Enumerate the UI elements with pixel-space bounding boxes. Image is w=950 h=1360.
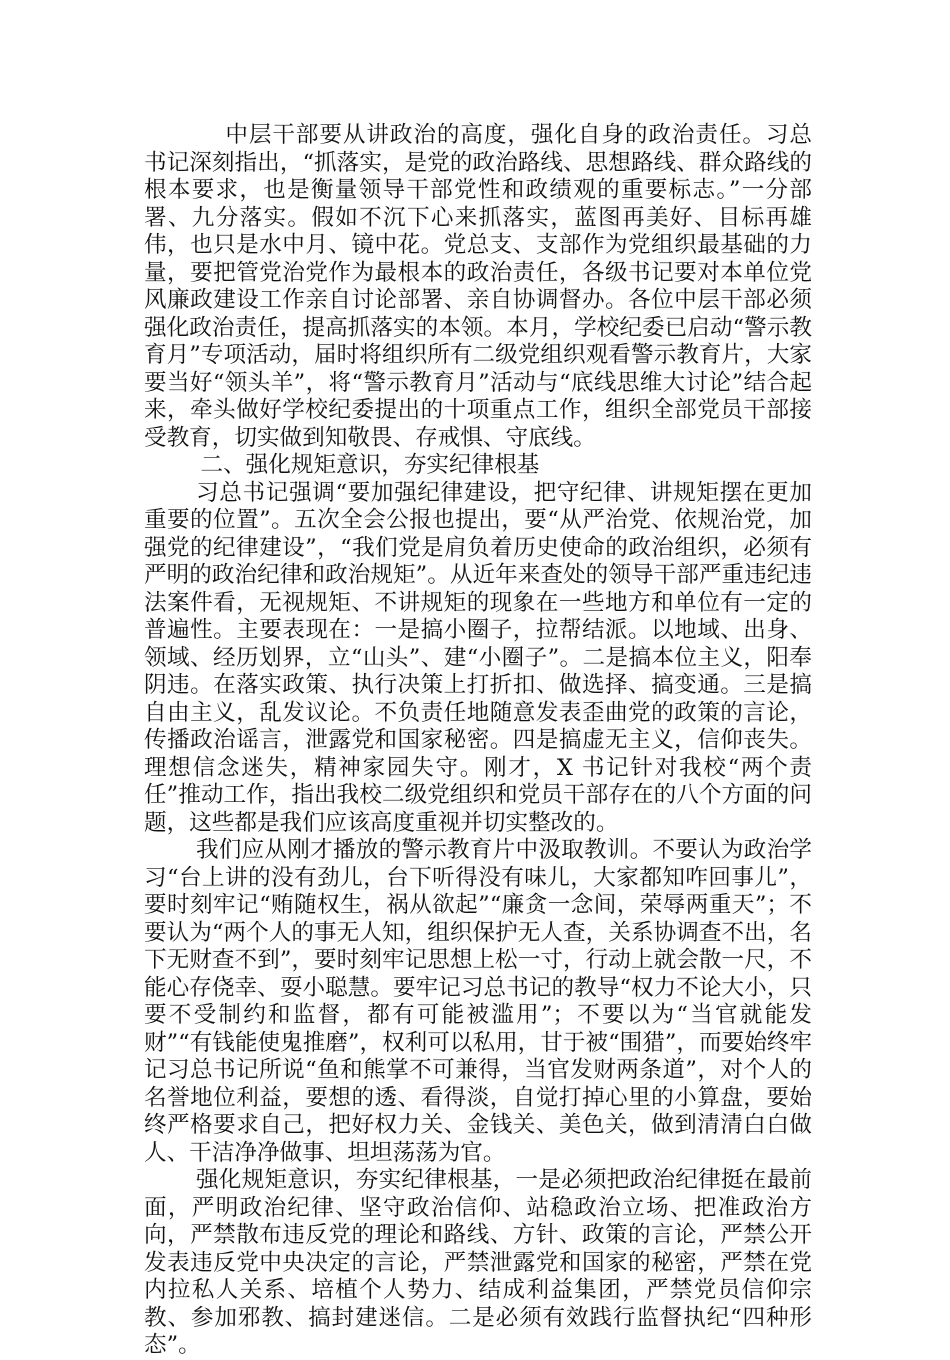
section-heading: 二、强化规矩意识，夯实纪律根基 [200, 452, 540, 478]
paragraph-political-responsibility: 中层干部要从讲政治的高度，强化自身的政治责任。习总书记深刻指出，“抓落实，是党的政治路线、思想路线、群众路线的根本要求，也是衡量领导干部党性和政绩观的重要标志。”一分部署、九分落实。假如不沉下心来抓落实，蓝图再美好、目标再雄伟，也只是水中月、镜中花。党总支、支部作为党组织最基础的力量，要把管党治党作为最根本的政治责任，各级书记要对本单位党风廉政建设工作亲自讨论部署、亲自协调督办。各位中层干部必须强化政治责任，提高抓落实的本领。本月，学校纪委已启动“警示教育月”专项活动，届时将组织所有二级党组织观看警示教育片，大家要当好“领头羊”，将“警示教育月”活动与“底线思维大讨论”结合起来，牵头做好学校纪委提出的十项重点工作，组织全部党员干部接受教育，切实做到知敬畏、存戒惧、守底线。 [144, 122, 812, 451]
document-page [144, 122, 812, 1360]
paragraph-warning-education: 我们应从刚才播放的警示教育片中汲取教训。不要认为政治学习“台上讲的没有劲儿，台下听得没有味儿，大家都知咋回事儿”，要时刻牢记“贿随权生，祸从欲起”“廉贪一念间，荣辱两重天”；不要认为“两个人的事无人知，组织保护无人查，关系协调查不出，名下无财查不到”，要时刻牢记思想上松一寸，行动上就会散一尺，不能心存侥幸、耍小聪慧。要牢记习总书记的教导“权力不论大小，只要不受制约和监督，都有可能被滥用”；不要以为“当官就能发财”“有钱能使鬼推磨”，权利可以私用，甘于被“围猎”，而要始终牢记习总书记所说“鱼和熊掌不可兼得，当官发财两条道”，对个人的名誉地位利益，要想的透、看得淡，自觉打掉心里的小算盘，要始终严格要求自己，把好权力关、金钱关、美色关，做到清清白白做人、干洁净净做事、坦坦荡荡为官。 [144, 837, 812, 1166]
paragraph-rules-awareness: 强化规矩意识，夯实纪律根基，一是必须把政治纪律挺在最前面，严明政治纪律、坚守政治信仰、站稳政治立场、把准政治方向，严禁散布违反党的理论和路线、方针、政策的言论，严禁公开发表违反党中央决定的言论，严禁泄露党和国家的秘密，严禁在党内拉私人关系、培植个人势力、结成利益集团，严禁党员信仰宗教、参加邪教、搞封建迷信。二是必须有效践行监督执纪“四种形态”。 [144, 1167, 812, 1358]
paragraph-discipline-building: 习总书记强调“要加强纪律建设，把守纪律、讲规矩摆在更加重要的位置”。五次全会公报也提出，要“从严治党、依规治党，加强党的纪律建设”，“我们党是肩负着历史使命的政治组织，必须有严明的政治纪律和政治规矩”。从近年来查处的领导干部严重违纪违法案件看，无视规矩、不讲规矩的现象在一些地方和单位有一定的普遍性。主要表现在：一是搞小圈子，拉帮结派。以地域、出身、领域、经历划界，立“山头”、建“小圈子”。二是搞本位主义，阳奉阴违。在落实政策、执行决策上打折扣、做选择、搞变通。三是搞自由主义，乱发议论。不负责任地随意发表歪曲党的政策的言论，传播政治谣言，泄露党和国家秘密。四是搞虚无主义，信仰丧失。理想信念迷失，精神家园失守。刚才，X 书记针对我校“两个责任”推动工作，指出我校二级党组织和党员干部存在的八个方面的问题，这些都是我们应该高度重视并切实整改的。 [144, 479, 812, 836]
